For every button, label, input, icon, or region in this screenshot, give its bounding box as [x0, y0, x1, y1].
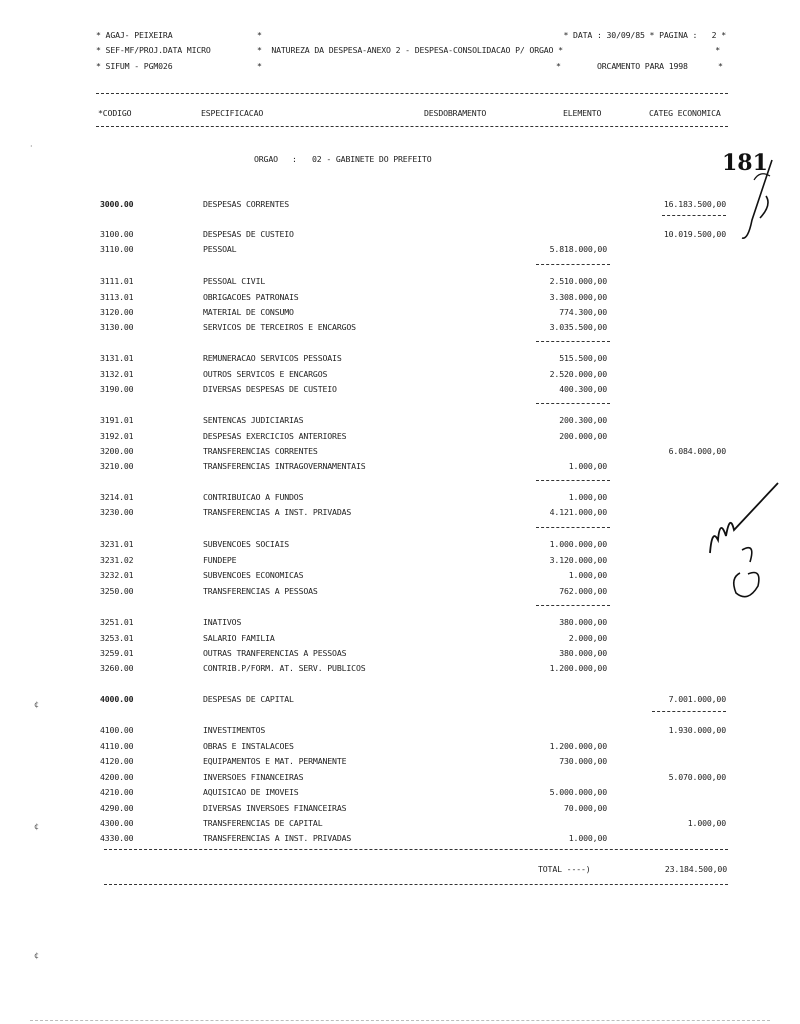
- row-description: DESPESAS DE CAPITAL: [203, 694, 294, 704]
- row-elemento: 200.300,00: [559, 415, 607, 425]
- row-code: 4300.00: [100, 818, 134, 828]
- row-code: 3110.00: [100, 244, 134, 254]
- header-program-code: * SIFUM - PGM026: [96, 61, 173, 71]
- row-elemento: 1.000,00: [568, 833, 607, 843]
- row-code: 3132.01: [100, 369, 134, 379]
- row-code: 4210.00: [100, 787, 134, 797]
- row-description: OUTROS SERVICOS E ENCARGOS: [203, 369, 328, 379]
- header-right-star-2: *: [715, 45, 720, 55]
- row-elemento: 380.000,00: [559, 648, 607, 658]
- row-elemento: 3.308.000,00: [549, 292, 607, 302]
- row-description: INATIVOS: [203, 617, 242, 627]
- subtotal-rule: [536, 480, 610, 481]
- row-categ-economica: 1.930.000,00: [668, 725, 726, 735]
- row-elemento: 1.000,00: [568, 492, 607, 502]
- column-header-categ-economica: CATEG ECONOMICA: [649, 108, 721, 118]
- row-categ-economica: 6.084.000,00: [668, 446, 726, 456]
- orgao-name: 02 - GABINETE DO PREFEITO: [312, 154, 432, 164]
- header-entity: * AGAJ- PEIXEIRA: [96, 30, 173, 40]
- row-description: SERVICOS DE TERCEIROS E ENCARGOS: [203, 322, 356, 332]
- row-elemento: 2.000,00: [568, 633, 607, 643]
- row-description: EQUIPAMENTOS E MAT. PERMANENTE: [203, 756, 347, 766]
- header-mid-star-3: *: [257, 61, 262, 71]
- row-code: 3190.00: [100, 384, 134, 394]
- row-categ-economica: 16.183.500,00: [663, 199, 726, 209]
- subtotal-rule: [536, 527, 610, 528]
- total-top-rule: [104, 849, 728, 850]
- row-code: 3260.00: [100, 663, 134, 673]
- row-elemento: 3.035.500,00: [549, 322, 607, 332]
- row-code: 3231.02: [100, 555, 134, 565]
- row-elemento: 380.000,00: [559, 617, 607, 627]
- row-description: TRANSFERENCIAS INTRAGOVERNAMENTAIS: [203, 461, 366, 471]
- header-right-end-star: *: [718, 61, 723, 71]
- row-elemento: 2.510.000,00: [549, 276, 607, 286]
- row-elemento: 1.000.000,00: [549, 539, 607, 549]
- punch-hole-mark: ¢: [34, 822, 40, 831]
- row-description: OBRIGACOES PATRONAIS: [203, 292, 299, 302]
- row-code: 3232.01: [100, 570, 134, 580]
- row-code: 4000.00: [100, 694, 134, 704]
- row-elemento: 70.000,00: [563, 803, 607, 813]
- row-code: 3113.01: [100, 292, 134, 302]
- row-code: 3230.00: [100, 507, 134, 517]
- row-elemento: 1.200.000,00: [549, 741, 607, 751]
- row-elemento: 1.200.000,00: [549, 663, 607, 673]
- row-code: 3100.00: [100, 229, 134, 239]
- row-code: 3000.00: [100, 199, 134, 209]
- row-code: 3253.01: [100, 633, 134, 643]
- row-description: PESSOAL: [203, 244, 237, 254]
- row-description: TRANSFERENCIAS CORRENTES: [203, 446, 318, 456]
- row-description: REMUNERACAO SERVICOS PESSOAIS: [203, 353, 342, 363]
- row-code: 3111.01: [100, 276, 134, 286]
- punch-hole-mark: ¢: [34, 951, 40, 960]
- column-header-bottom-rule: [96, 126, 728, 127]
- column-header-desdobramento: DESDOBRAMENTO: [424, 108, 487, 118]
- row-description: SUBVENCOES SOCIAIS: [203, 539, 290, 549]
- scan-speck: ·: [30, 142, 33, 151]
- header-mid-star-1: *: [257, 30, 262, 40]
- row-elemento: 774.300,00: [559, 307, 607, 317]
- row-elemento: 1.000,00: [568, 461, 607, 471]
- total-value: 23.184.500,00: [664, 864, 727, 874]
- row-elemento: 400.300,00: [559, 384, 607, 394]
- row-code: 3210.00: [100, 461, 134, 471]
- orgao-label: ORGAO: [254, 154, 278, 164]
- row-description: SENTENCAS JUDICIARIAS: [203, 415, 304, 425]
- row-description: OBRAS E INSTALACOES: [203, 741, 294, 751]
- header-department: * SEF-MF/PROJ.DATA MICRO: [96, 45, 211, 55]
- handwritten-check-mark: [700, 150, 790, 250]
- row-description: DESPESAS DE CUSTEIO: [203, 229, 294, 239]
- row-categ-economica: 7.001.000,00: [668, 694, 726, 704]
- header-date-page: * DATA : 30/09/85 * PAGINA : 2 *: [563, 30, 726, 40]
- row-description: TRANSFERENCIAS DE CAPITAL: [203, 818, 323, 828]
- subtotal-rule: [536, 264, 610, 265]
- row-code: 4200.00: [100, 772, 134, 782]
- row-description: DIVERSAS INVERSOES FINANCEIRAS: [203, 803, 347, 813]
- column-header-elemento: ELEMENTO: [563, 108, 602, 118]
- handwritten-signature: [700, 478, 790, 608]
- handwritten-page-number: 181: [722, 150, 768, 176]
- page-bottom-rule: [30, 1020, 770, 1021]
- row-description: SUBVENCOES ECONOMICAS: [203, 570, 304, 580]
- row-code: 4120.00: [100, 756, 134, 766]
- row-categ-economica: 5.070.000,00: [668, 772, 726, 782]
- row-elemento: 730.000,00: [559, 756, 607, 766]
- row-description: TRANSFERENCIAS A INST. PRIVADAS: [203, 507, 352, 517]
- total-label: TOTAL ----): [538, 864, 591, 874]
- row-categ-economica: 1.000,00: [687, 818, 726, 828]
- row-code: 3231.01: [100, 539, 134, 549]
- row-description: INVESTIMENTOS: [203, 725, 266, 735]
- row-description: CONTRIB.P/FORM. AT. SERV. PUBLICOS: [203, 663, 366, 673]
- row-elemento: 1.000,00: [568, 570, 607, 580]
- row-code: 3200.00: [100, 446, 134, 456]
- subtotal-rule: [536, 605, 610, 606]
- row-description: CONTRIBUICAO A FUNDOS: [203, 492, 304, 502]
- row-code: 3120.00: [100, 307, 134, 317]
- subtotal-rule: [652, 711, 726, 712]
- subtotal-rule: [536, 341, 610, 342]
- row-description: TRANSFERENCIAS A PESSOAS: [203, 586, 318, 596]
- orgao-separator: :: [292, 154, 297, 164]
- row-categ-economica: 10.019.500,00: [663, 229, 726, 239]
- row-code: 3251.01: [100, 617, 134, 627]
- row-description: PESSOAL CIVIL: [203, 276, 266, 286]
- row-code: 3214.01: [100, 492, 134, 502]
- header-budget-year: ORCAMENTO PARA 1998: [597, 61, 688, 71]
- row-code: 3259.01: [100, 648, 134, 658]
- row-elemento: 515.500,00: [559, 353, 607, 363]
- punch-hole-mark: ¢: [34, 700, 40, 709]
- row-elemento: 200.000,00: [559, 431, 607, 441]
- row-elemento: 5.000.000,00: [549, 787, 607, 797]
- row-code: 3130.00: [100, 322, 134, 332]
- row-code: 3191.01: [100, 415, 134, 425]
- row-code: 3250.00: [100, 586, 134, 596]
- row-code: 3131.01: [100, 353, 134, 363]
- row-description: DIVERSAS DESPESAS DE CUSTEIO: [203, 384, 337, 394]
- row-description: DESPESAS EXERCICIOS ANTERIORES: [203, 431, 347, 441]
- row-description: AQUISICAO DE IMOVEIS: [203, 787, 299, 797]
- row-code: 4100.00: [100, 725, 134, 735]
- row-description: OUTRAS TRANFERENCIAS A PESSOAS: [203, 648, 347, 658]
- row-elemento: 3.120.000,00: [549, 555, 607, 565]
- subtotal-rule: [536, 403, 610, 404]
- row-description: DESPESAS CORRENTES: [203, 199, 290, 209]
- row-description: SALARIO FAMILIA: [203, 633, 275, 643]
- row-elemento: 5.818.000,00: [549, 244, 607, 254]
- row-code: 3192.01: [100, 431, 134, 441]
- column-header-especificacao: ESPECIFICACAO: [201, 108, 264, 118]
- row-elemento: 2.520.000,00: [549, 369, 607, 379]
- row-description: MATERIAL DE CONSUMO: [203, 307, 294, 317]
- row-code: 4110.00: [100, 741, 134, 751]
- row-description: INVERSOES FINANCEIRAS: [203, 772, 304, 782]
- row-code: 4330.00: [100, 833, 134, 843]
- row-description: TRANSFERENCIAS A INST. PRIVADAS: [203, 833, 352, 843]
- row-elemento: 762.000,00: [559, 586, 607, 596]
- header-right-star-3: *: [556, 61, 561, 71]
- row-code: 4290.00: [100, 803, 134, 813]
- header-report-title: * NATUREZA DA DESPESA-ANEXO 2 - DESPESA-CONSOLIDACAO P/ ORGAO *: [257, 45, 563, 55]
- column-header-top-rule: [96, 93, 728, 94]
- total-bottom-rule: [104, 884, 728, 885]
- row-description: FUNDEPE: [203, 555, 237, 565]
- column-header-codigo: *CODIGO: [98, 108, 132, 118]
- row-elemento: 4.121.000,00: [549, 507, 607, 517]
